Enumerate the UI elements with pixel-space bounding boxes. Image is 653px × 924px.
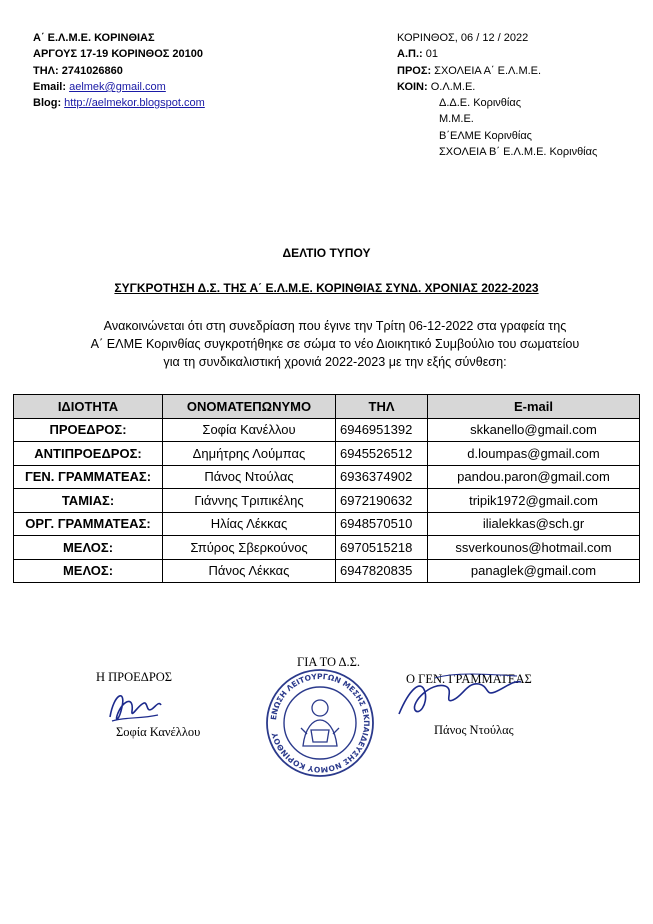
member-role: ΜΕΛΟΣ: bbox=[14, 536, 163, 560]
member-phone: 6946951392 bbox=[336, 418, 428, 442]
president-name: Σοφία Κανέλλου bbox=[116, 725, 201, 739]
sender-blog-line bbox=[33, 95, 205, 111]
member-name: Σοφία Κανέλλου bbox=[163, 418, 336, 442]
header-email: E-mail bbox=[428, 395, 640, 419]
sender-org: Α΄ Ε.Λ.Μ.Ε. ΚΟΡΙΝΘΙΑΣ bbox=[33, 32, 155, 44]
intro-line: Ανακοινώνεται ότι στη συνεδρίαση που έγινε την Τρίτη 06-12-2022 στα γραφεία της bbox=[103, 319, 567, 333]
intro-paragraph bbox=[50, 317, 620, 371]
recipient-line bbox=[397, 63, 597, 79]
president-title: Η ΠΡΟΕΔΡΟΣ bbox=[96, 670, 173, 684]
table-row bbox=[14, 465, 640, 489]
union-stamp bbox=[265, 668, 375, 778]
member-name: Ηλίας Λέκκας bbox=[163, 512, 336, 536]
table-header-row bbox=[14, 395, 640, 419]
member-phone: 6970515218 bbox=[336, 536, 428, 560]
member-email: panaglek@gmail.com bbox=[428, 559, 640, 583]
secretary-signature bbox=[395, 670, 525, 726]
member-name: Πάνος Λέκκας bbox=[163, 559, 336, 583]
sender-address: ΑΡΓΟΥΣ 17-19 ΚΟΡΙΝΘΟΣ 20100 bbox=[33, 48, 204, 61]
member-role: ΟΡΓ. ΓΡΑΜΜΑΤΕΑΣ: bbox=[14, 512, 163, 536]
member-name: Δημήτρης Λούμπας bbox=[163, 442, 336, 466]
header-role: ΙΔΙΟΤΗΤΑ bbox=[14, 395, 163, 419]
president-signature bbox=[104, 683, 164, 731]
cc-item: Δ.Δ.Ε. Κορινθίας bbox=[439, 97, 522, 110]
sender-email-line bbox=[33, 79, 205, 95]
table-row bbox=[14, 559, 640, 583]
cc-item: Ο.Λ.Μ.Ε. bbox=[430, 80, 476, 93]
member-email: tripik1972@gmail.com bbox=[428, 489, 640, 513]
cc-item: Μ.Μ.Ε. bbox=[439, 113, 474, 126]
place-date: ΚΟΡΙΝΘΟΣ, 06 / 12 / 2022 bbox=[397, 32, 529, 44]
header-phone: ΤΗΛ bbox=[336, 395, 428, 419]
member-phone: 6972190632 bbox=[336, 489, 428, 513]
sender-block bbox=[33, 30, 205, 111]
member-phone: 6945526512 bbox=[336, 442, 428, 466]
stamp-figure bbox=[301, 700, 339, 746]
intro-line: για τη συνδικαλιστική χρονιά 2022-2023 με την εξής σύνθεση: bbox=[163, 355, 507, 369]
cc-item: ΣΧΟΛΕΙΑ Β΄ Ε.Λ.Μ.Ε. Κορινθίας bbox=[439, 146, 598, 159]
protocol-label: Α.Π.: bbox=[397, 48, 423, 61]
member-name: Πάνος Ντούλας bbox=[163, 465, 336, 489]
email-label: Email: bbox=[33, 80, 67, 93]
member-email: pandou.paron@gmail.com bbox=[428, 465, 640, 489]
member-role: ΤΑΜΙΑΣ: bbox=[14, 489, 163, 513]
intro-line: Α΄ ΕΛΜΕ Κορινθίας συγκροτήθηκε σε σώμα το νέο Διοικητικό Συμβούλιο του σωματείου bbox=[90, 337, 580, 351]
member-phone: 6947820835 bbox=[336, 559, 428, 583]
recipient-label: ΠΡΟΣ: bbox=[397, 64, 432, 77]
cc-item: Β΄ΕΛΜΕ Κορινθίας bbox=[439, 129, 532, 142]
member-email: ssverkounos@hotmail.com bbox=[428, 536, 640, 560]
member-email: d.loumpas@gmail.com bbox=[428, 442, 640, 466]
secretary-name: Πάνος Ντούλας bbox=[434, 723, 514, 737]
email-link[interactable]: aelmek@gmail.com bbox=[69, 80, 166, 93]
table-row bbox=[14, 418, 640, 442]
board-members-table bbox=[13, 394, 640, 583]
table-row bbox=[14, 442, 640, 466]
member-role: ΑΝΤΙΠΡΟΕΔΡΟΣ: bbox=[14, 442, 163, 466]
member-role: ΓΕΝ. ΓΡΑΜΜΑΤΕΑΣ: bbox=[14, 465, 163, 489]
table-row bbox=[14, 489, 640, 513]
board-signature-title: ΓΙΑ ΤΟ Δ.Σ. bbox=[297, 655, 361, 669]
meta-block bbox=[397, 30, 597, 160]
document-subject: ΣΥΓΚΡΟΤΗΣΗ Δ.Σ. ΤΗΣ Α΄ Ε.Λ.Μ.Ε. ΚΟΡΙΝΘΙΑΣ ΣΥΝΔ. ΧΡΟΝΙΑΣ 2022-2023 bbox=[114, 281, 539, 295]
member-name: Γιάννης Τριπικέλης bbox=[163, 489, 336, 513]
blog-link[interactable]: http://aelmekor.blogspot.com bbox=[64, 97, 205, 110]
table-row bbox=[14, 536, 640, 560]
member-name: Σπύρος Σβερκούνος bbox=[163, 536, 336, 560]
table-row bbox=[14, 512, 640, 536]
header-name: ΟΝΟΜΑΤΕΠΩΝΥΜΟ bbox=[163, 395, 336, 419]
member-phone: 6948570510 bbox=[336, 512, 428, 536]
protocol-number: 01 bbox=[425, 48, 438, 61]
cc-label: ΚΟΙΝ: bbox=[397, 80, 428, 93]
secretary-title: Ο ΓΕΝ. ΓΡΑΜΜΑΤΕΑΣ bbox=[406, 672, 532, 686]
cc-line bbox=[397, 79, 597, 95]
document-title: ΔΕΛΤΙΟ ΤΥΠΟΥ bbox=[282, 246, 371, 260]
recipient: ΣΧΟΛΕΙΑ Α΄ Ε.Λ.Μ.Ε. bbox=[434, 64, 542, 77]
member-role: ΜΕΛΟΣ: bbox=[14, 559, 163, 583]
member-phone: 6936374902 bbox=[336, 465, 428, 489]
member-email: ilialekkas@sch.gr bbox=[428, 512, 640, 536]
member-role: ΠΡΟΕΔΡΟΣ: bbox=[14, 418, 163, 442]
blog-label: Blog: bbox=[33, 97, 62, 110]
protocol-line bbox=[397, 46, 597, 62]
member-email: skkanello@gmail.com bbox=[428, 418, 640, 442]
stamp-text: ΕΝΩΣΗ ΛΕΙΤΟΥΡΓΩΝ ΜΕΣΗΣ ΕΚΠΑΙΔΕΥΣΗΣ ΝΟΜΟΥ ΚΟΡΙΝΘΟΥ bbox=[269, 671, 372, 775]
sender-phone: ΤΗΛ: 2741026860 bbox=[33, 64, 123, 77]
